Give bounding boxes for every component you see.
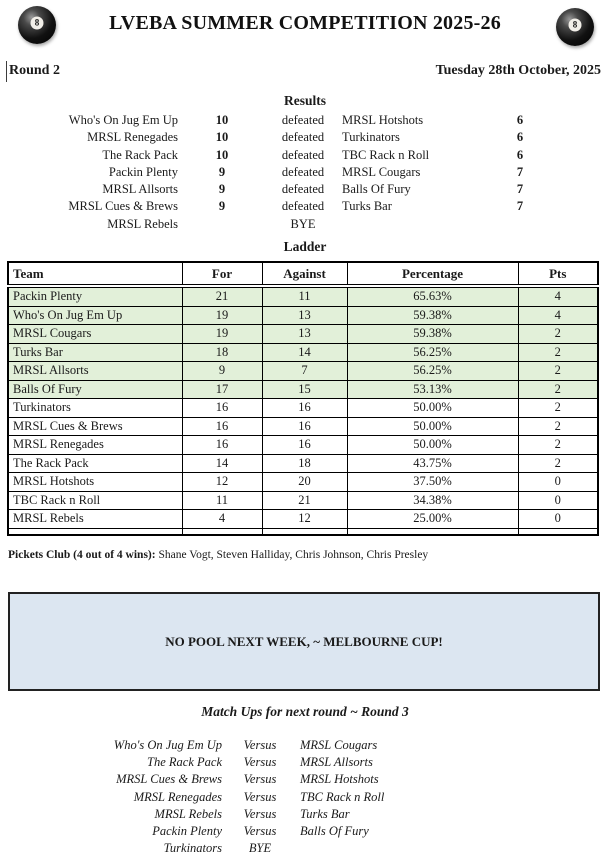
result-row — [0, 198, 610, 215]
result-loser: Turks Bar — [342, 199, 392, 214]
matchup-row — [0, 840, 610, 857]
matchup-versus: Versus — [243, 823, 277, 838]
matchup-versus: Versus — [243, 755, 277, 770]
ladder-team: TBC Rack n Roll — [8, 491, 182, 510]
ladder-row — [8, 417, 598, 436]
ladder-for: 12 — [182, 473, 262, 492]
matchup-away-team: Turks Bar — [300, 806, 350, 821]
ladder-pts: 0 — [518, 473, 598, 492]
ladder-row — [8, 325, 598, 344]
results-heading: Results — [283, 93, 326, 108]
pickets-club-line — [8, 549, 428, 561]
ladder-pts: 2 — [518, 362, 598, 381]
matchups-heading: Match Ups for next round ~ Round 3 — [201, 704, 409, 719]
ladder-against: 7 — [262, 362, 347, 381]
pickets-club-label: Pickets Club (4 out of 4 wins): — [8, 549, 156, 561]
ladder-team: Who's On Jug Em Up — [8, 306, 182, 325]
ladder-for: 16 — [182, 399, 262, 418]
result-loser: MRSL Hotshots — [342, 113, 424, 127]
result-loser-score: 7 — [516, 199, 524, 214]
ladder-pts: 0 — [518, 491, 598, 510]
result-row — [0, 129, 610, 146]
result-loser: MRSL Cougars — [342, 164, 421, 179]
ladder-pts: 4 — [518, 286, 598, 306]
matchup-row — [0, 771, 610, 788]
ladder-against: 13 — [262, 306, 347, 325]
ladder-filler-cell — [182, 528, 262, 535]
matchup-versus: BYE — [248, 841, 272, 856]
ladder-pts: 2 — [518, 343, 598, 362]
ladder-against: 16 — [262, 417, 347, 436]
ladder-percentage: 65.63% — [347, 286, 518, 306]
ladder-for: 9 — [182, 362, 262, 381]
ladder-filler-cell — [8, 528, 182, 535]
ladder-team: Packin Plenty — [8, 286, 182, 306]
ladder-for: 19 — [182, 306, 262, 325]
matchup-row — [0, 754, 610, 771]
result-loser-score: 7 — [516, 164, 524, 179]
result-row — [0, 216, 610, 233]
result-loser — [340, 216, 480, 233]
result-winner: MRSL Cues & Brews — [68, 199, 178, 214]
ladder-pts: 4 — [518, 306, 598, 325]
ladder-percentage: 56.25% — [347, 362, 518, 381]
ladder-percentage: 43.75% — [347, 454, 518, 473]
result-winner-score: 9 — [218, 182, 226, 197]
ladder-filler-cell — [347, 528, 518, 535]
result-winner: Packin Plenty — [108, 164, 178, 179]
ladder-pts: 2 — [518, 399, 598, 418]
matchup-home-team: MRSL Renegades — [133, 789, 222, 804]
ladder-against: 16 — [262, 399, 347, 418]
notice-box — [8, 592, 600, 691]
ladder-for: 16 — [182, 436, 262, 455]
result-verb: BYE — [290, 216, 316, 231]
result-loser: Turkinators — [342, 130, 400, 145]
ladder-filler-row — [8, 528, 598, 535]
result-winner: MRSL Renegades — [87, 130, 178, 145]
ladder-row — [8, 286, 598, 306]
ladder-percentage: 59.38% — [347, 306, 518, 325]
matchup-row — [0, 789, 610, 806]
ladder-team: MRSL Cues & Brews — [8, 417, 182, 436]
result-row — [0, 181, 610, 198]
result-winner-score: 10 — [215, 147, 229, 162]
matchup-home-team: Packin Plenty — [152, 823, 222, 838]
ladder-col-team: Team — [8, 262, 182, 286]
result-verb: defeated — [281, 199, 325, 214]
ladder-heading: Ladder — [283, 239, 327, 254]
ladder-row — [8, 380, 598, 399]
ladder-filler-cell — [518, 528, 598, 535]
notice-text: NO POOL NEXT WEEK, ~ MELBOURNE CUP! — [165, 633, 443, 649]
result-verb: defeated — [281, 113, 325, 127]
ladder-team: MRSL Cougars — [8, 325, 182, 344]
round-label: Round 2 — [9, 63, 60, 78]
result-loser-score: 6 — [516, 130, 524, 145]
ladder-team: MRSL Hotshots — [8, 473, 182, 492]
ladder-for: 17 — [182, 380, 262, 399]
result-verb: defeated — [281, 130, 325, 145]
text-cursor — [6, 61, 7, 82]
ladder-table — [7, 261, 599, 536]
ladder-for: 14 — [182, 454, 262, 473]
ladder-for: 16 — [182, 417, 262, 436]
result-loser-score — [480, 216, 560, 233]
ladder-against: 21 — [262, 491, 347, 510]
result-loser: Balls Of Fury — [342, 182, 411, 197]
matchup-home-team: MRSL Rebels — [154, 806, 222, 821]
ladder-team: MRSL Renegades — [8, 436, 182, 455]
result-winner-score: 10 — [215, 130, 229, 145]
ladder-against: 16 — [262, 436, 347, 455]
matchup-row — [0, 823, 610, 840]
ladder-percentage: 50.00% — [347, 399, 518, 418]
matchup-away-team — [298, 840, 498, 857]
matchup-away-team: Balls Of Fury — [300, 823, 369, 838]
result-winner: Who's On Jug Em Up — [68, 113, 178, 127]
result-loser-score: 6 — [516, 113, 524, 127]
ladder-col-for: For — [182, 262, 262, 286]
ladder-col-pts: Pts — [518, 262, 598, 286]
ladder-col-percentage: Percentage — [347, 262, 518, 286]
ladder-team: Balls Of Fury — [8, 380, 182, 399]
ladder-team: Turkinators — [8, 399, 182, 418]
ladder-for: 18 — [182, 343, 262, 362]
matchup-row — [0, 737, 610, 754]
ladder-against: 14 — [262, 343, 347, 362]
results-rows — [0, 112, 610, 233]
matchup-versus: Versus — [243, 738, 277, 752]
ladder-row — [8, 343, 598, 362]
ladder-pts: 0 — [518, 510, 598, 529]
date-label: Tuesday 28th October, 2025 — [435, 63, 601, 78]
result-loser-score: 7 — [516, 182, 524, 197]
ladder-for: 19 — [182, 325, 262, 344]
matchup-versus: Versus — [243, 806, 277, 821]
ladder-filler-cell — [262, 528, 347, 535]
ladder-percentage: 56.25% — [347, 343, 518, 362]
ladder-pts: 2 — [518, 325, 598, 344]
ladder-against: 13 — [262, 325, 347, 344]
ladder-for: 11 — [182, 491, 262, 510]
result-winner: The Rack Pack — [102, 147, 178, 162]
matchup-home-team: MRSL Cues & Brews — [116, 772, 222, 787]
matchup-away-team: MRSL Allsorts — [300, 755, 373, 770]
result-winner-score: 9 — [218, 164, 226, 179]
ladder-col-against: Against — [262, 262, 347, 286]
result-row — [0, 112, 610, 129]
matchup-away-team: TBC Rack n Roll — [300, 789, 385, 804]
matchup-versus: Versus — [243, 789, 277, 804]
result-verb: defeated — [281, 182, 325, 197]
ladder-pts: 2 — [518, 380, 598, 399]
result-winner-score — [178, 216, 266, 233]
result-winner: MRSL Rebels — [107, 216, 178, 231]
result-loser-score: 6 — [516, 147, 524, 162]
page-title: LVEBA SUMMER COMPETITION 2025-26 — [109, 12, 501, 34]
ladder-row — [8, 306, 598, 325]
ladder-row — [8, 454, 598, 473]
ladder-percentage: 59.38% — [347, 325, 518, 344]
eight-ball-number: 8 — [569, 19, 582, 32]
matchup-versus: Versus — [243, 772, 277, 787]
ladder-against: 11 — [262, 286, 347, 306]
ladder-percentage: 53.13% — [347, 380, 518, 399]
ladder-pts: 2 — [518, 454, 598, 473]
ladder-against: 12 — [262, 510, 347, 529]
ladder-row — [8, 362, 598, 381]
ladder-pts: 2 — [518, 436, 598, 455]
ladder-percentage: 37.50% — [347, 473, 518, 492]
ladder-team: The Rack Pack — [8, 454, 182, 473]
ladder-against: 15 — [262, 380, 347, 399]
ladder-row — [8, 399, 598, 418]
ladder-row — [8, 491, 598, 510]
matchup-home-team: The Rack Pack — [147, 755, 222, 770]
result-verb: defeated — [281, 164, 325, 179]
result-row — [0, 147, 610, 164]
ladder-percentage: 34.38% — [347, 491, 518, 510]
ladder-percentage: 50.00% — [347, 436, 518, 455]
result-row — [0, 164, 610, 181]
ladder-row — [8, 473, 598, 492]
ladder-team: MRSL Allsorts — [8, 362, 182, 381]
ladder-against: 20 — [262, 473, 347, 492]
result-winner: MRSL Allsorts — [102, 182, 178, 197]
matchup-away-team: MRSL Hotshots — [300, 772, 379, 787]
ladder-for: 4 — [182, 510, 262, 529]
result-loser: TBC Rack n Roll — [342, 147, 430, 162]
result-verb: defeated — [281, 147, 325, 162]
pickets-club-names: Shane Vogt, Steven Halliday, Chris Johnson, Chris Presley — [155, 549, 429, 561]
matchup-row — [0, 806, 610, 823]
matchup-away-team: MRSL Cougars — [300, 738, 378, 752]
ladder-for: 21 — [182, 286, 262, 306]
ladder-body — [8, 286, 598, 535]
ladder-against: 18 — [262, 454, 347, 473]
ladder-percentage: 50.00% — [347, 417, 518, 436]
ladder-header-row — [8, 262, 598, 286]
ladder-team: Turks Bar — [8, 343, 182, 362]
result-winner-score: 10 — [215, 113, 229, 127]
matchup-home-team: Turkinators — [163, 841, 222, 856]
ladder-pts: 2 — [518, 417, 598, 436]
ladder-row — [8, 510, 598, 529]
ladder-percentage: 25.00% — [347, 510, 518, 529]
matchup-rows — [0, 737, 610, 857]
ladder-team: MRSL Rebels — [8, 510, 182, 529]
eight-ball-number: 8 — [31, 17, 44, 30]
matchup-home-team: Who's On Jug Em Up — [113, 738, 222, 752]
result-winner-score: 9 — [218, 199, 226, 214]
ladder-row — [8, 436, 598, 455]
